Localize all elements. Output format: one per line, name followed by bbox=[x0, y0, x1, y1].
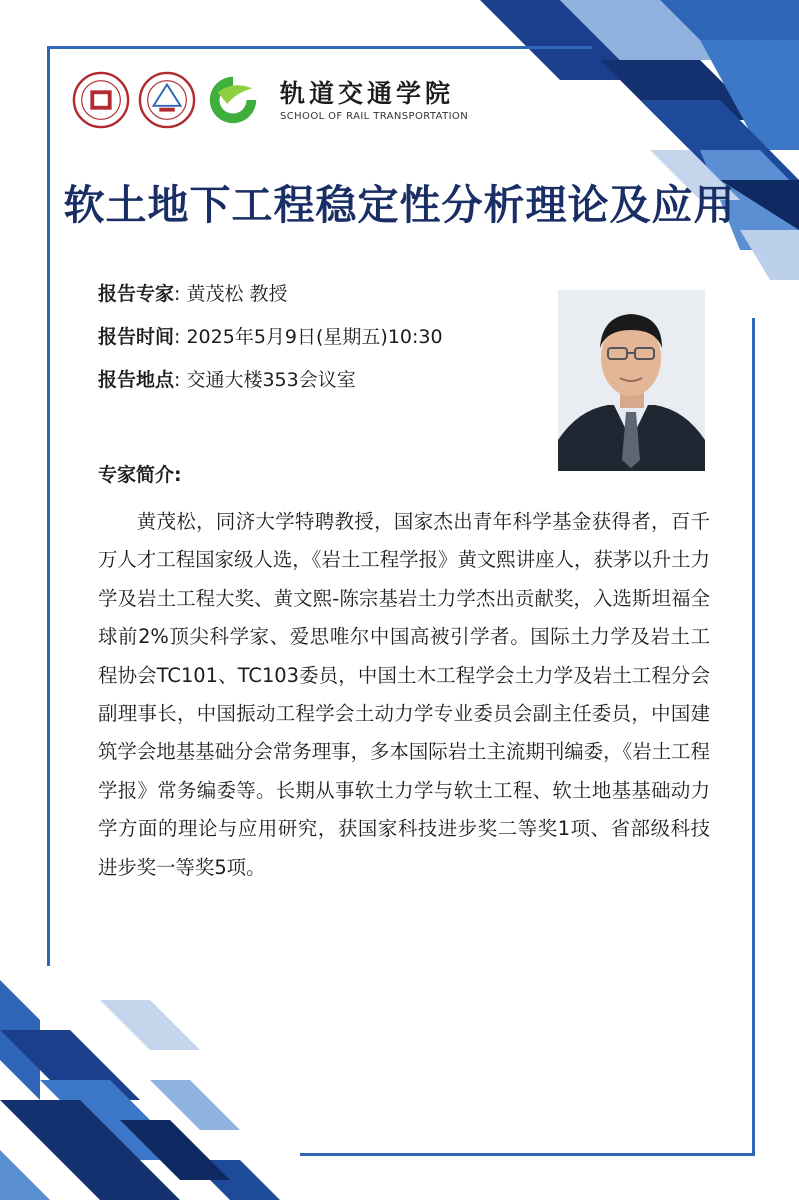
place-line bbox=[98, 365, 356, 392]
speaker-colon: : bbox=[174, 283, 187, 305]
time-line bbox=[98, 322, 443, 349]
school-name-cn: 轨道交通学院 bbox=[280, 78, 455, 108]
frame-right-line bbox=[752, 318, 755, 1156]
place-value: 交通大楼353会议室 bbox=[186, 369, 356, 391]
speaker-photo bbox=[558, 290, 705, 471]
time-label: 报告时间 bbox=[98, 326, 175, 348]
swoosh-logo-icon bbox=[204, 71, 262, 129]
time-colon: : bbox=[174, 326, 187, 348]
place-label: 报告地点 bbox=[98, 369, 175, 391]
speaker-line bbox=[98, 279, 288, 306]
speaker-label: 报告专家 bbox=[98, 283, 175, 305]
academy-seal-icon bbox=[138, 71, 196, 129]
frame-bottom-line bbox=[300, 1153, 755, 1156]
place-colon: : bbox=[174, 369, 187, 391]
school-name-en: SCHOOL OF RAIL TRANSPORTATION bbox=[280, 110, 469, 122]
lecture-title: 软土地下工程稳定性分析理论及应用 bbox=[63, 181, 736, 229]
frame-top-line bbox=[47, 46, 592, 49]
school-brand bbox=[280, 79, 468, 122]
bio-heading: 专家简介: bbox=[98, 464, 182, 486]
time-value: 2025年5月9日(星期五)10:30 bbox=[186, 326, 443, 348]
university-seal-icon bbox=[72, 71, 130, 129]
bottom-left-decoration bbox=[0, 980, 280, 1200]
logo-group bbox=[72, 70, 468, 130]
speaker-value: 黄茂松 教授 bbox=[186, 283, 288, 305]
bio-text: 黄茂松，同济大学特聘教授，国家杰出青年科学基金获得者，百千万人才工程国家级人选，《岩土工程学报》黄文熙讲座人，获茅以升土力学及岩土工程大奖、黄文熙-陈宗基岩土力学杰出贡献奖，入选斯坦福全球前2%顶尖科学家、爱思唯尔中国高被引学者。国际土力学及岩土工程协会TC101、TC103委员，中国土木工程学会土力学及岩土工程分会副理事长，中国振动工程学会土动力学专业委员会副主任委员，中国建筑学会地基基础分会常务理事，多本国际岩土主流期刊编委，《岩土工程学报》常务编委等。长期从事软土力学与软土工程、软土地基基础动力学方面的理论与应用研究，获国家科技进步奖二等奖1项、省部级科技进步奖一等奖5项。 bbox=[98, 510, 710, 879]
top-right-decoration bbox=[480, 0, 799, 280]
